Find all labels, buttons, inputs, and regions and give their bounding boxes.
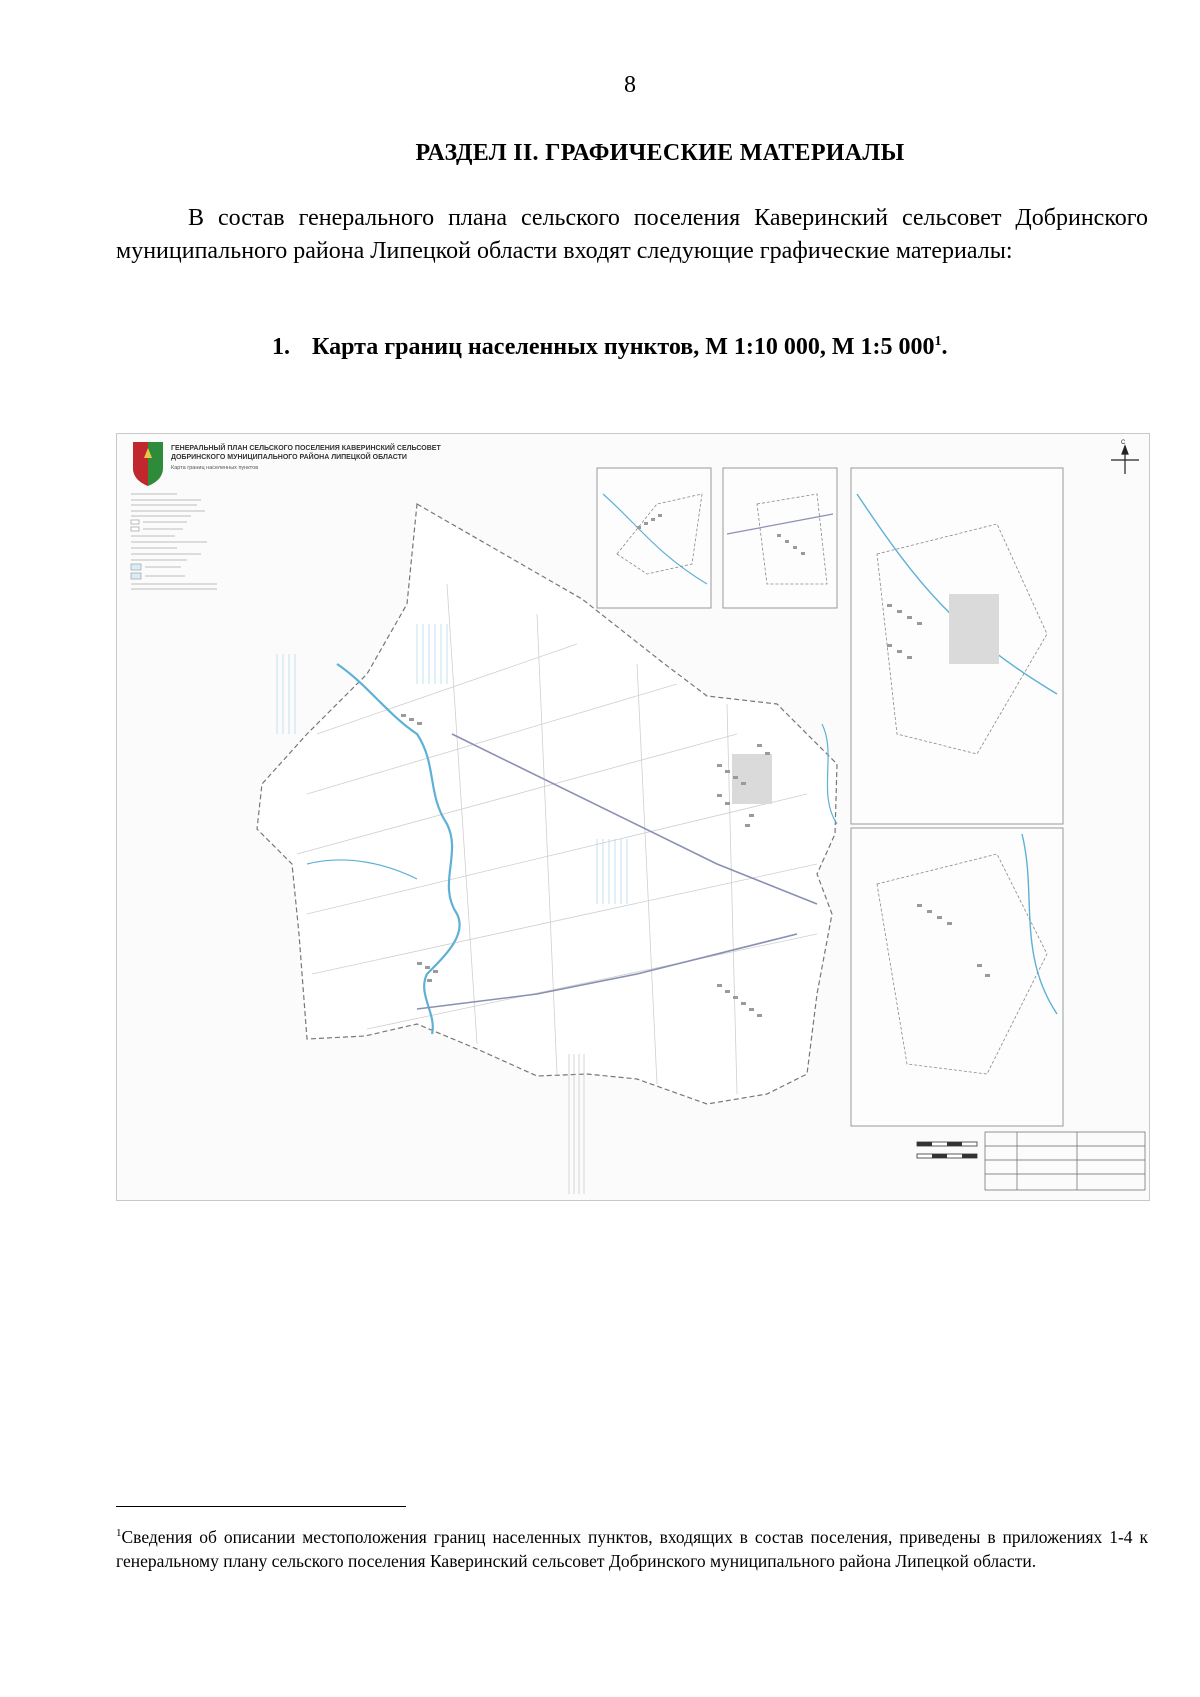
emblem-shield-left <box>133 442 148 486</box>
list-item-heading <box>272 334 947 361</box>
map-title-line2: ДОБРИНСКОГО МУНИЦИПАЛЬНОГО РАЙОНА ЛИПЕЦКОЙ ОБЛАСТИ <box>171 454 407 461</box>
map-subtitle: Карта границ населенных пунктов <box>171 465 259 471</box>
list-item-number: 1. <box>272 334 290 360</box>
section-title: РАЗДЕЛ II. ГРАФИЧЕСКИЕ МАТЕРИАЛЫ <box>415 140 905 166</box>
footnote <box>116 1521 1148 1573</box>
footnote-divider <box>116 1506 406 1507</box>
footnote-reference: 1 <box>934 334 942 349</box>
footnote-text: Сведения об описании местоположения границ населенных пунктов, входящих в состав поселения, приведены в приложениях 1-4 к генеральному плану сельского поселения Каверинский сельсовет Добринского муниципального района Липецкой области. <box>116 1526 1148 1571</box>
map-legend <box>131 494 217 589</box>
inset-map-2 <box>723 468 837 608</box>
coat-of-arms-emblem <box>133 442 163 486</box>
scale-bar <box>917 1142 977 1158</box>
list-item-trailing: . <box>941 334 948 360</box>
north-arrow-icon <box>1111 446 1139 474</box>
map-figure <box>116 433 1150 1201</box>
title-block-stamp <box>985 1132 1145 1190</box>
inset-map-3 <box>851 468 1063 824</box>
inset-map-4 <box>851 828 1063 1126</box>
north-label: С <box>1121 440 1126 446</box>
page-number: 8 <box>624 72 636 98</box>
list-item-text: Карта границ населенных пунктов, М 1:10 000, М 1:5 000 <box>312 334 935 360</box>
map-title-line1: ГЕНЕРАЛЬНЫЙ ПЛАН СЕЛЬСКОГО ПОСЕЛЕНИЯ КАВЕРИНСКИЙ СЕЛЬСОВЕТ <box>171 445 441 452</box>
inset-map-1 <box>597 468 711 608</box>
intro-paragraph: В состав генерального плана сельского поселения Каверинский сельсовет Добринского муниципального района Липецкой области входят следующие графические материалы: <box>116 205 1148 264</box>
footnote-marker: 1 <box>116 1527 122 1539</box>
map-drawing <box>117 434 1149 1200</box>
